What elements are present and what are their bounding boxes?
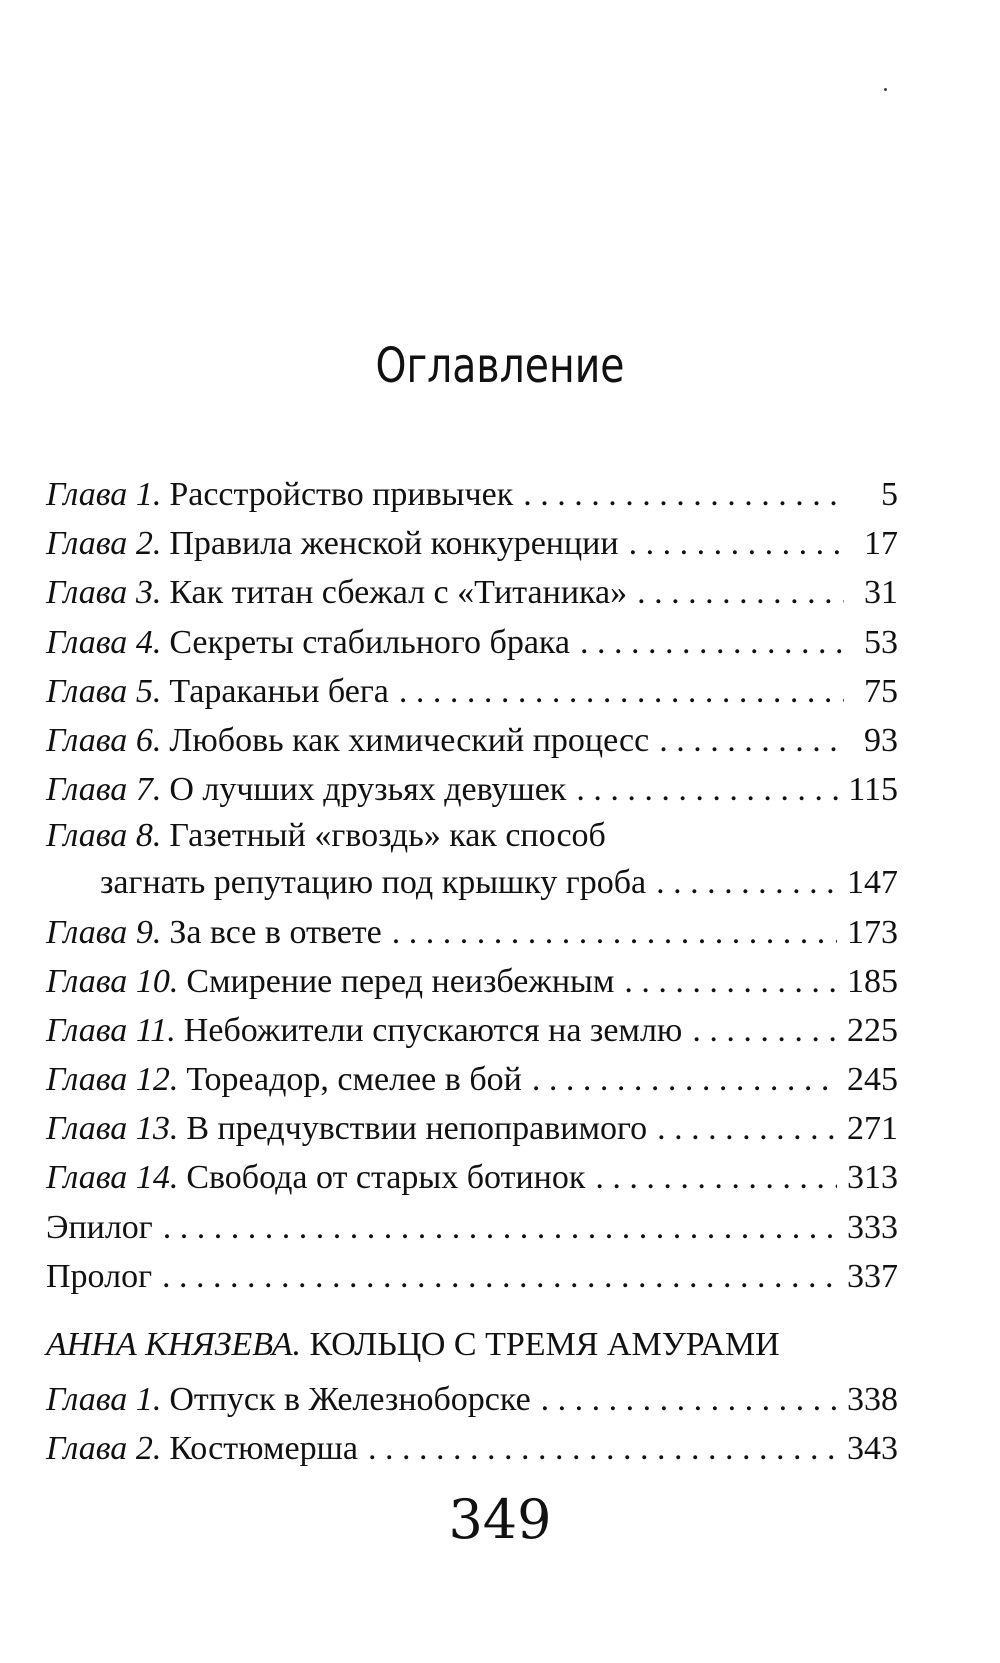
toc-entry-prologue[interactable] bbox=[46, 1252, 898, 1301]
chapter-label: Глава 5. bbox=[46, 672, 162, 710]
page-ref: 5 bbox=[881, 476, 898, 513]
chapter-number: 13 bbox=[135, 1110, 170, 1148]
leader-dots bbox=[580, 618, 844, 667]
page-ref: 147 bbox=[847, 864, 898, 902]
chapter-word: Глава bbox=[46, 962, 128, 1000]
chapter-number: 5 bbox=[135, 672, 153, 710]
page-ref: 173 bbox=[847, 913, 898, 951]
leader-dots bbox=[399, 667, 844, 716]
leader-dots bbox=[576, 765, 838, 814]
page-title: Оглавление bbox=[375, 338, 625, 394]
chapter-title: Костюмерша bbox=[169, 1430, 358, 1468]
chapter-word: Глава bbox=[46, 913, 128, 951]
entry-title: Пролог bbox=[46, 1257, 153, 1295]
chapter-number: 7 bbox=[135, 771, 153, 809]
page-number: 349 bbox=[448, 1488, 552, 1551]
chapter-title: О лучших друзьях девушек bbox=[169, 771, 567, 809]
dust-speck bbox=[884, 88, 887, 91]
chapter-title: Свобода от старых ботинок bbox=[186, 1159, 586, 1197]
section-entry-2[interactable] bbox=[46, 1424, 898, 1473]
chapter-title: Смирение перед неизбежным bbox=[186, 962, 615, 1000]
chapter-title: Небожители спускаются на землю bbox=[183, 1011, 683, 1049]
toc-entry-epilogue[interactable] bbox=[46, 1203, 898, 1252]
chapter-label: Глава 1. bbox=[46, 1381, 162, 1418]
toc-entry-2[interactable] bbox=[46, 519, 898, 568]
chapter-number: 1 bbox=[135, 476, 153, 513]
section-entry-1[interactable] bbox=[46, 1375, 898, 1424]
leader-dots bbox=[637, 568, 844, 617]
leader-dots bbox=[692, 1006, 837, 1055]
page-ref: 338 bbox=[847, 1381, 898, 1418]
toc-entry-8-line-1[interactable] bbox=[46, 814, 898, 858]
chapter-title: В предчувствии непоправимого bbox=[186, 1110, 648, 1148]
chapter-number: 11 bbox=[135, 1011, 168, 1049]
chapter-word: Глава bbox=[46, 1061, 128, 1099]
chapter-label: Глава 8. bbox=[46, 817, 162, 855]
toc-entry-6[interactable] bbox=[46, 716, 898, 765]
chapter-number: 9 bbox=[135, 913, 153, 951]
chapter-title: Отпуск в Железноборске bbox=[169, 1381, 531, 1418]
chapter-word: Глава bbox=[46, 623, 128, 661]
chapter-title-continuation: загнать репутацию под крышку гроба bbox=[100, 864, 647, 902]
page-ref: 17 bbox=[864, 525, 898, 563]
chapter-word: Глава bbox=[46, 476, 128, 513]
chapter-label: Глава 14. bbox=[46, 1159, 179, 1197]
toc-entry-13[interactable] bbox=[46, 1104, 898, 1153]
chapter-title: Любовь как химический процесс bbox=[169, 721, 650, 759]
chapter-label: Глава 4. bbox=[46, 623, 162, 661]
chapter-word: Глава bbox=[46, 574, 128, 612]
page-ref: 225 bbox=[847, 1011, 898, 1049]
chapter-label: Глава 6. bbox=[46, 721, 162, 759]
leader-dots bbox=[659, 716, 844, 765]
chapter-number: 14 bbox=[135, 1159, 170, 1197]
chapter-title: Правила женской конкуренции bbox=[169, 525, 619, 563]
chapter-title: Тараканьи бега bbox=[169, 672, 389, 710]
leader-dots bbox=[624, 957, 837, 1006]
chapter-number: 3 bbox=[135, 574, 153, 612]
page-ref: 245 bbox=[847, 1061, 898, 1099]
section-author: АННА КНЯЗЕВА. bbox=[46, 1326, 301, 1363]
chapter-number: 1 bbox=[135, 1381, 153, 1418]
chapter-title: Газетный «гвоздь» как способ bbox=[169, 817, 606, 855]
chapter-word: Глава bbox=[46, 672, 128, 710]
chapter-number: 4 bbox=[135, 623, 153, 661]
leader-dots bbox=[541, 1375, 837, 1424]
chapter-number: 10 bbox=[135, 962, 170, 1000]
chapter-label: Глава 2. bbox=[46, 525, 162, 563]
page-ref: 31 bbox=[864, 574, 898, 612]
leader-dots bbox=[163, 1203, 837, 1252]
page-ref: 93 bbox=[864, 721, 898, 759]
toc-entry-3[interactable] bbox=[46, 568, 898, 617]
toc-entry-7[interactable] bbox=[46, 765, 898, 814]
table-of-contents bbox=[46, 470, 898, 1301]
chapter-title: Секреты стабильного брака bbox=[169, 623, 571, 661]
leader-dots bbox=[532, 1055, 837, 1104]
toc-entry-14[interactable] bbox=[46, 1153, 898, 1202]
chapter-word: Глава bbox=[46, 1011, 128, 1049]
chapter-word: Глава bbox=[46, 1159, 128, 1197]
chapter-word: Глава bbox=[46, 721, 128, 759]
page-ref: 333 bbox=[847, 1208, 898, 1246]
toc-entry-1[interactable] bbox=[46, 470, 898, 519]
chapter-word: Глава bbox=[46, 525, 128, 563]
section-heading bbox=[46, 1320, 780, 1369]
page-ref: 185 bbox=[847, 962, 898, 1000]
toc-entry-12[interactable] bbox=[46, 1055, 898, 1104]
chapter-number: 2 bbox=[135, 525, 153, 563]
leader-dots bbox=[656, 858, 837, 907]
chapter-word: Глава bbox=[46, 1430, 128, 1468]
leader-dots bbox=[657, 1104, 837, 1153]
chapter-title: За все в ответе bbox=[169, 913, 382, 951]
chapter-label: Глава 13. bbox=[46, 1110, 179, 1148]
chapter-label: Глава 9. bbox=[46, 913, 162, 951]
toc-entry-4[interactable] bbox=[46, 618, 898, 667]
toc-entry-10[interactable] bbox=[46, 957, 898, 1006]
chapter-title: Тореадор, смелее в бой bbox=[186, 1061, 522, 1099]
chapter-number: 6 bbox=[135, 721, 153, 759]
leader-dots bbox=[368, 1424, 837, 1473]
chapter-number: 8 bbox=[135, 817, 153, 855]
toc-entry-11[interactable] bbox=[46, 1006, 898, 1055]
chapter-word: Глава bbox=[46, 1381, 128, 1418]
leader-dots bbox=[392, 908, 837, 957]
chapter-title: Как титан сбежал с «Титаника» bbox=[169, 574, 628, 612]
toc-entry-8-line-2[interactable] bbox=[46, 858, 898, 907]
chapter-label: Глава 7. bbox=[46, 771, 162, 809]
chapter-label: Глава 11. bbox=[46, 1011, 176, 1049]
chapter-number: 12 bbox=[135, 1061, 170, 1099]
chapter-label: Глава 2. bbox=[46, 1430, 162, 1468]
entry-title: Эпилог bbox=[46, 1208, 153, 1246]
page-ref: 115 bbox=[848, 771, 898, 809]
page-ref: 53 bbox=[864, 623, 898, 661]
chapter-label: Глава 10. bbox=[46, 962, 179, 1000]
chapter-number: 2 bbox=[135, 1430, 153, 1468]
leader-dots bbox=[629, 519, 844, 568]
section-title: КОЛЬЦО С ТРЕМЯ АМУРАМИ bbox=[309, 1326, 780, 1363]
chapter-title: Расстройство привычек bbox=[169, 476, 514, 513]
leader-dots bbox=[595, 1153, 837, 1202]
chapter-word: Глава bbox=[46, 817, 128, 855]
toc-entry-5[interactable] bbox=[46, 667, 898, 716]
chapter-word: Глава bbox=[46, 1110, 128, 1148]
chapter-label: Глава 12. bbox=[46, 1061, 179, 1099]
leader-dots bbox=[162, 1252, 837, 1301]
page-ref: 271 bbox=[847, 1110, 898, 1148]
leader-dots bbox=[523, 470, 844, 519]
chapter-label: Глава 1. bbox=[46, 476, 162, 513]
page-ref: 313 bbox=[847, 1159, 898, 1197]
toc-entry-9[interactable] bbox=[46, 908, 898, 957]
page-ref: 337 bbox=[847, 1257, 898, 1295]
chapter-label: Глава 3. bbox=[46, 574, 162, 612]
page-ref: 75 bbox=[864, 672, 898, 710]
page-ref: 343 bbox=[847, 1430, 898, 1468]
chapter-word: Глава bbox=[46, 771, 128, 809]
section-contents bbox=[46, 1375, 898, 1473]
